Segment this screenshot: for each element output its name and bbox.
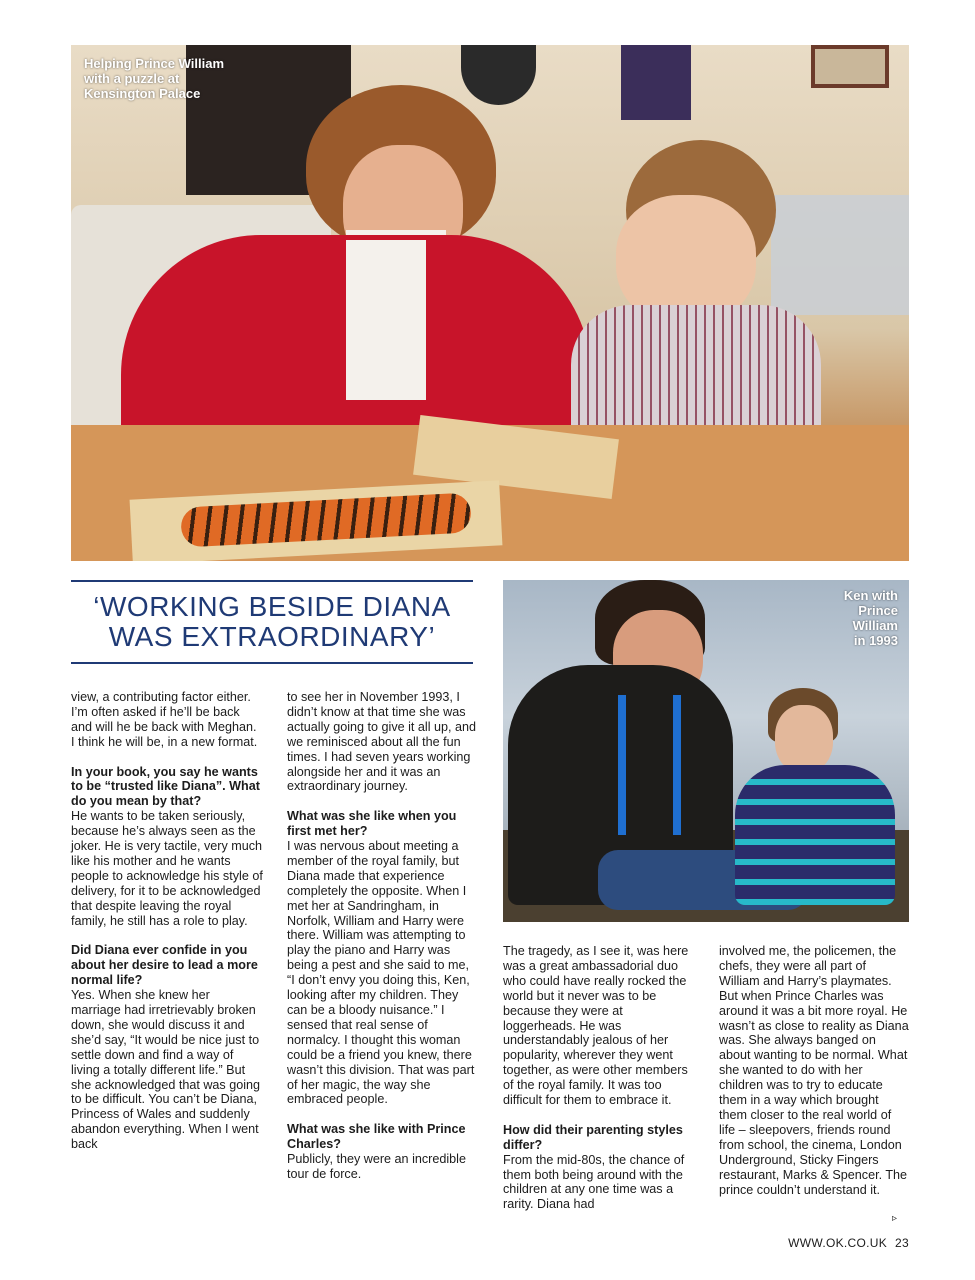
qa-block	[287, 1122, 479, 1182]
wall-picture-shape	[621, 45, 691, 120]
wall-frame-shape	[811, 45, 889, 88]
article-column-2	[287, 690, 479, 1197]
paragraph	[71, 690, 263, 750]
question-text: How did their parenting styles differ?	[503, 1122, 683, 1152]
answer-text: Yes. When she knew her marriage had irretrievably broken down, she would discuss it and she’d say, “It would be nice just to settle down and find a way of living a totally different life.” But she acknowledged that was going to be difficult. You can’t be Diana, Princess of Wales and suddenly abandon everything. When I went back	[71, 988, 261, 1152]
answer-text: to see her in November 1993, I didn’t know at that time she was actually going to give it all up, and we reminisced about all the fun times. I had seven years working alongside her and it was an extraordinary journey.	[287, 690, 477, 794]
qa-block	[503, 1123, 695, 1212]
paragraph	[719, 944, 909, 1197]
caption-right-photo	[808, 588, 898, 648]
paragraph	[503, 944, 695, 1108]
qa-block	[71, 765, 263, 929]
caption-line: Kensington Palace	[84, 86, 201, 101]
william-lifevest-shape	[735, 765, 895, 905]
article-column-3	[503, 944, 695, 1227]
caption-line: Helping Prince William	[84, 56, 225, 71]
question-text: Did Diana ever confide in you about her desire to lead a more normal life?	[71, 943, 258, 988]
headline-rule-bottom	[71, 662, 473, 664]
ken-vest-stripe	[618, 695, 626, 835]
end-of-article-icon: ▹	[892, 1213, 898, 1224]
paragraph	[287, 690, 479, 794]
caption-line: William	[852, 618, 898, 633]
article-column-1	[71, 690, 263, 1167]
caption-line: in 1993	[853, 633, 898, 648]
page-footer	[788, 1236, 909, 1250]
headline-rule-top	[71, 580, 473, 582]
wall-plate-shape	[461, 45, 536, 105]
answer-text: He wants to be taken seriously, because he’s always seen as the joker. He is very tactile, very much like his mother and he wants people to acknowledge his style of delivery, for it to be acknowledged that despite leaving the royal family, he still has a role to play.	[71, 809, 263, 928]
question-text: In your book, you say he wants to be “trusted like Diana”. What do you mean by that?	[71, 764, 260, 809]
headline-line: ‘WORKING BESIDE DIANA	[93, 591, 451, 622]
footer-url: WWW.OK.CO.UK	[788, 1236, 888, 1250]
caption-line: with a puzzle at	[84, 71, 180, 86]
diana-shirt-shape	[346, 240, 426, 400]
article-column-4	[719, 944, 909, 1212]
caption-line: Prince	[858, 603, 898, 618]
qa-block	[71, 943, 263, 1152]
question-text: What was she like when you first met her?	[287, 809, 457, 839]
answer-text: From the mid-80s, the chance of them both being around with the children at any one time was a rarity. Diana had	[503, 1152, 685, 1212]
william-face-shape	[775, 705, 833, 773]
page-number: 23	[895, 1236, 909, 1250]
ken-vest-stripe	[673, 695, 681, 835]
answer-text: The tragedy, as I see it, was here was a great ambassadorial duo who could have really rocked the world but it never was to be because they were at loggerheads. He was understandably jealous of her popularity, wherever they went together, as were other members of the royal family. It was too difficult for them to embrace it.	[503, 944, 689, 1108]
photo-diana-william-puzzle	[71, 45, 909, 561]
answer-text: involved me, the policemen, the chefs, they were all part of William and Harry’s playmates. But when Prince Charles was around it was a bit more royal. He wasn’t as close to reality as Diana was. She always banged on about wanting to be normal. What she wanted to do with her children was to try to educate them in a way which brought them closer to the real world of life – sleepovers, friends round from school, the cinema, London Underground, Sticky Fingers restaurant, Marks & Spencer. The prince couldn’t understand it.	[719, 944, 909, 1197]
answer-text: Publicly, they were an incredible tour de force.	[287, 1152, 466, 1181]
answer-text: I was nervous about meeting a member of the royal family, but Diana made that experience completely the opposite. When I met her at Sandringham, in Norfolk, William and Harry were there. William was attempting to play the piano and Harry was being a pest and she said to me, “I don’t envy you doing this, Ken, looking after my children. They can be a bloody nuisance.” I sensed that real sense of normalcy. I thought this woman could be a friend you knew, there wasn’t this division. That was part of her magic, the way she embraced people.	[287, 839, 475, 1107]
headline-line: WAS EXTRAORDINARY’	[108, 621, 436, 652]
caption-line: Ken with	[843, 588, 898, 603]
qa-block	[287, 809, 479, 1107]
caption-top-photo	[84, 56, 254, 101]
question-text: What was she like with Prince Charles?	[287, 1122, 466, 1152]
answer-text: view, a contributing factor either. I’m often asked if he’ll be back and will he be back with Meghan. I think he will be, in a new format.	[71, 690, 258, 749]
chair-shape	[771, 195, 909, 315]
headline	[71, 592, 473, 652]
